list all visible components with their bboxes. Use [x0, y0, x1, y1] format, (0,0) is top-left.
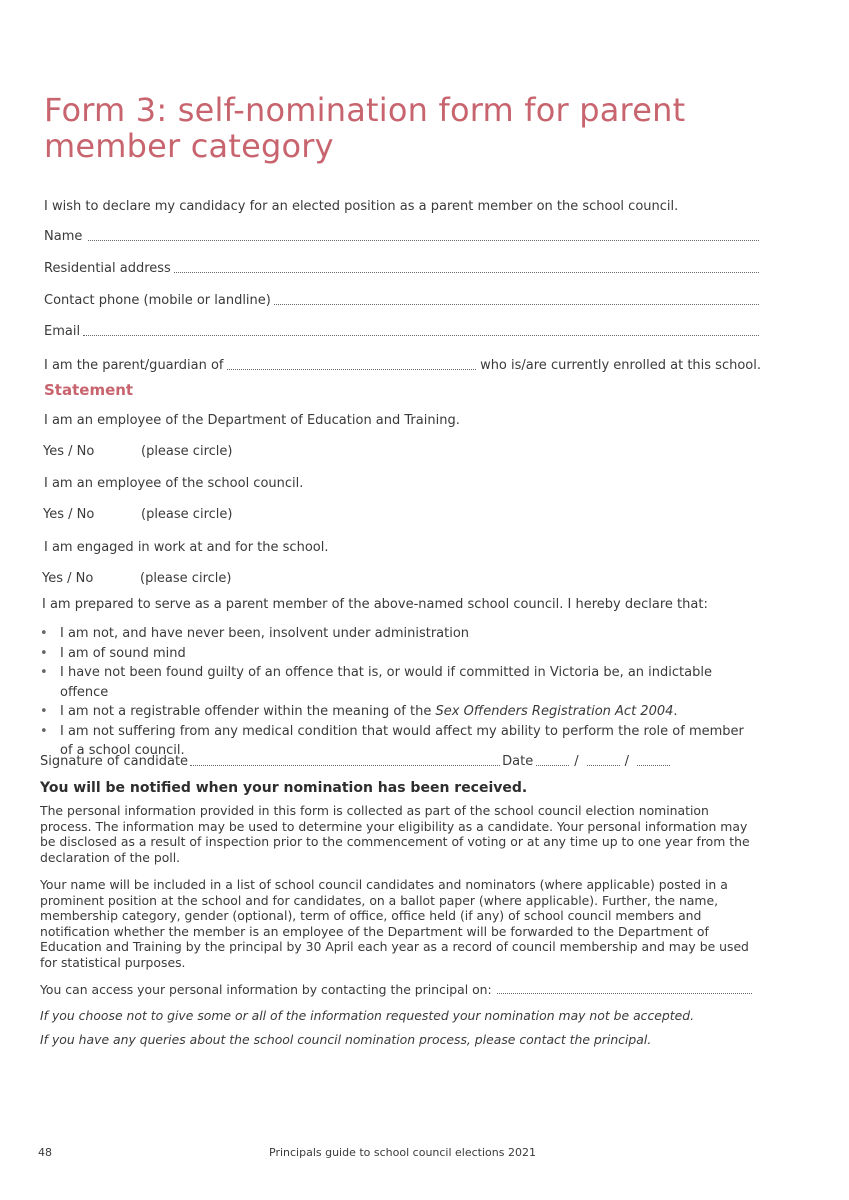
name-field[interactable]	[44, 229, 759, 244]
list-item: • I have not been found guilty of an offence that is, or would if committed in Victoria be, an indictable offence	[40, 663, 760, 702]
circle-hint: (please circle)	[141, 507, 233, 522]
date-year-line[interactable]	[637, 764, 670, 766]
address-entry-line[interactable]	[174, 271, 759, 273]
principal-contact-line[interactable]	[497, 992, 752, 994]
signature-row[interactable]	[40, 754, 670, 769]
yes-no-row-2[interactable]	[43, 507, 233, 522]
yes-no-option[interactable]: Yes / No	[42, 571, 94, 586]
guardian-prefix: I am the parent/guardian of	[44, 358, 224, 373]
employee-council-text: I am an employee of the school council.	[44, 476, 304, 491]
list-item: • I am not suffering from any medical condition that would affect my ability to perform the role of member of a school council.	[40, 722, 760, 761]
date-label: Date	[502, 754, 534, 769]
publication-title: Principals guide to school council elections 2021	[269, 1146, 536, 1159]
address-label: Residential address	[44, 261, 171, 276]
email-label: Email	[44, 324, 81, 339]
list-item: • I am of sound mind	[40, 644, 760, 664]
circle-hint: (please circle)	[141, 444, 233, 459]
guardian-entry-line[interactable]	[227, 368, 477, 370]
page-title: Form 3: self-nomination form for parent member category	[44, 91, 686, 165]
page-number: 48	[38, 1146, 52, 1159]
date-day-line[interactable]	[536, 764, 569, 766]
signature-label: Signature of candidate	[40, 754, 189, 769]
declaration-list	[40, 624, 760, 761]
declare-text: I am prepared to serve as a parent member of the above-named school council. I hereby declare that:	[42, 597, 708, 612]
email-field[interactable]	[44, 324, 759, 339]
list-item: • I am not a registrable offender within the meaning of the Sex Offenders Registration Act 2004.	[40, 702, 760, 722]
intro-text: I wish to declare my candidacy for an elected position as a parent member on the school council.	[44, 199, 679, 214]
phone-field[interactable]	[44, 293, 759, 308]
italic-note-2: If you have any queries about the school council nomination process, please contact the principal.	[40, 1032, 652, 1047]
yes-no-row-3[interactable]	[42, 571, 232, 586]
notification-heading: You will be notified when your nomination has been received.	[40, 780, 528, 796]
guardian-field[interactable]	[44, 358, 761, 373]
phone-label: Contact phone (mobile or landline)	[44, 293, 271, 308]
guardian-suffix: who is/are currently enrolled at this school.	[480, 358, 761, 373]
italic-note-1: If you choose not to give some or all of the information requested your nomination may not be accepted.	[40, 1008, 695, 1023]
circle-hint: (please circle)	[140, 571, 232, 586]
signature-entry-line[interactable]	[190, 764, 500, 766]
council-list-paragraph: Your name will be included in a list of school council candidates and nominators (where applicable) posted in a prominent position at the school and for candidates, on a ballot paper (where applicable). Further, the name, membership category, gender (optional), term of office, office held (if any) of school council members and notification whether the member is an employee of the Department will be forwarded to the Department of Education and Training by the principal by 30 April each year as a record of council membership and may be used for statistical purposes.	[40, 877, 749, 970]
list-item: • I am not, and have never been, insolvent under administration	[40, 624, 760, 644]
principal-contact-label: You can access your personal information by contacting the principal on:	[40, 982, 492, 997]
date-month-line[interactable]	[587, 764, 620, 766]
statement-heading: Statement	[44, 381, 134, 399]
yes-no-option[interactable]: Yes / No	[43, 507, 95, 522]
employee-det-text: I am an employee of the Department of Education and Training.	[44, 413, 460, 428]
name-label: Name	[44, 229, 83, 244]
phone-entry-line[interactable]	[274, 303, 759, 305]
yes-no-row-1[interactable]	[43, 444, 233, 459]
act-name: Sex Offenders Registration Act 2004	[435, 704, 674, 719]
yes-no-option[interactable]: Yes / No	[43, 444, 95, 459]
principal-contact-field[interactable]	[40, 982, 752, 997]
date-separator: /	[574, 754, 579, 769]
privacy-paragraph: The personal information provided in this form is collected as part of the school council election nomination process. The information may be used to determine your eligibility as a candidate. Your personal information may be disclosed as a result of inspection prior to the commencement of voting or at any time up to one year from the declaration of the poll.	[40, 803, 750, 865]
date-separator: /	[624, 754, 629, 769]
address-field[interactable]	[44, 261, 759, 276]
email-entry-line[interactable]	[83, 334, 759, 336]
engaged-work-text: I am engaged in work at and for the school.	[44, 540, 329, 555]
name-entry-line[interactable]	[88, 239, 759, 241]
